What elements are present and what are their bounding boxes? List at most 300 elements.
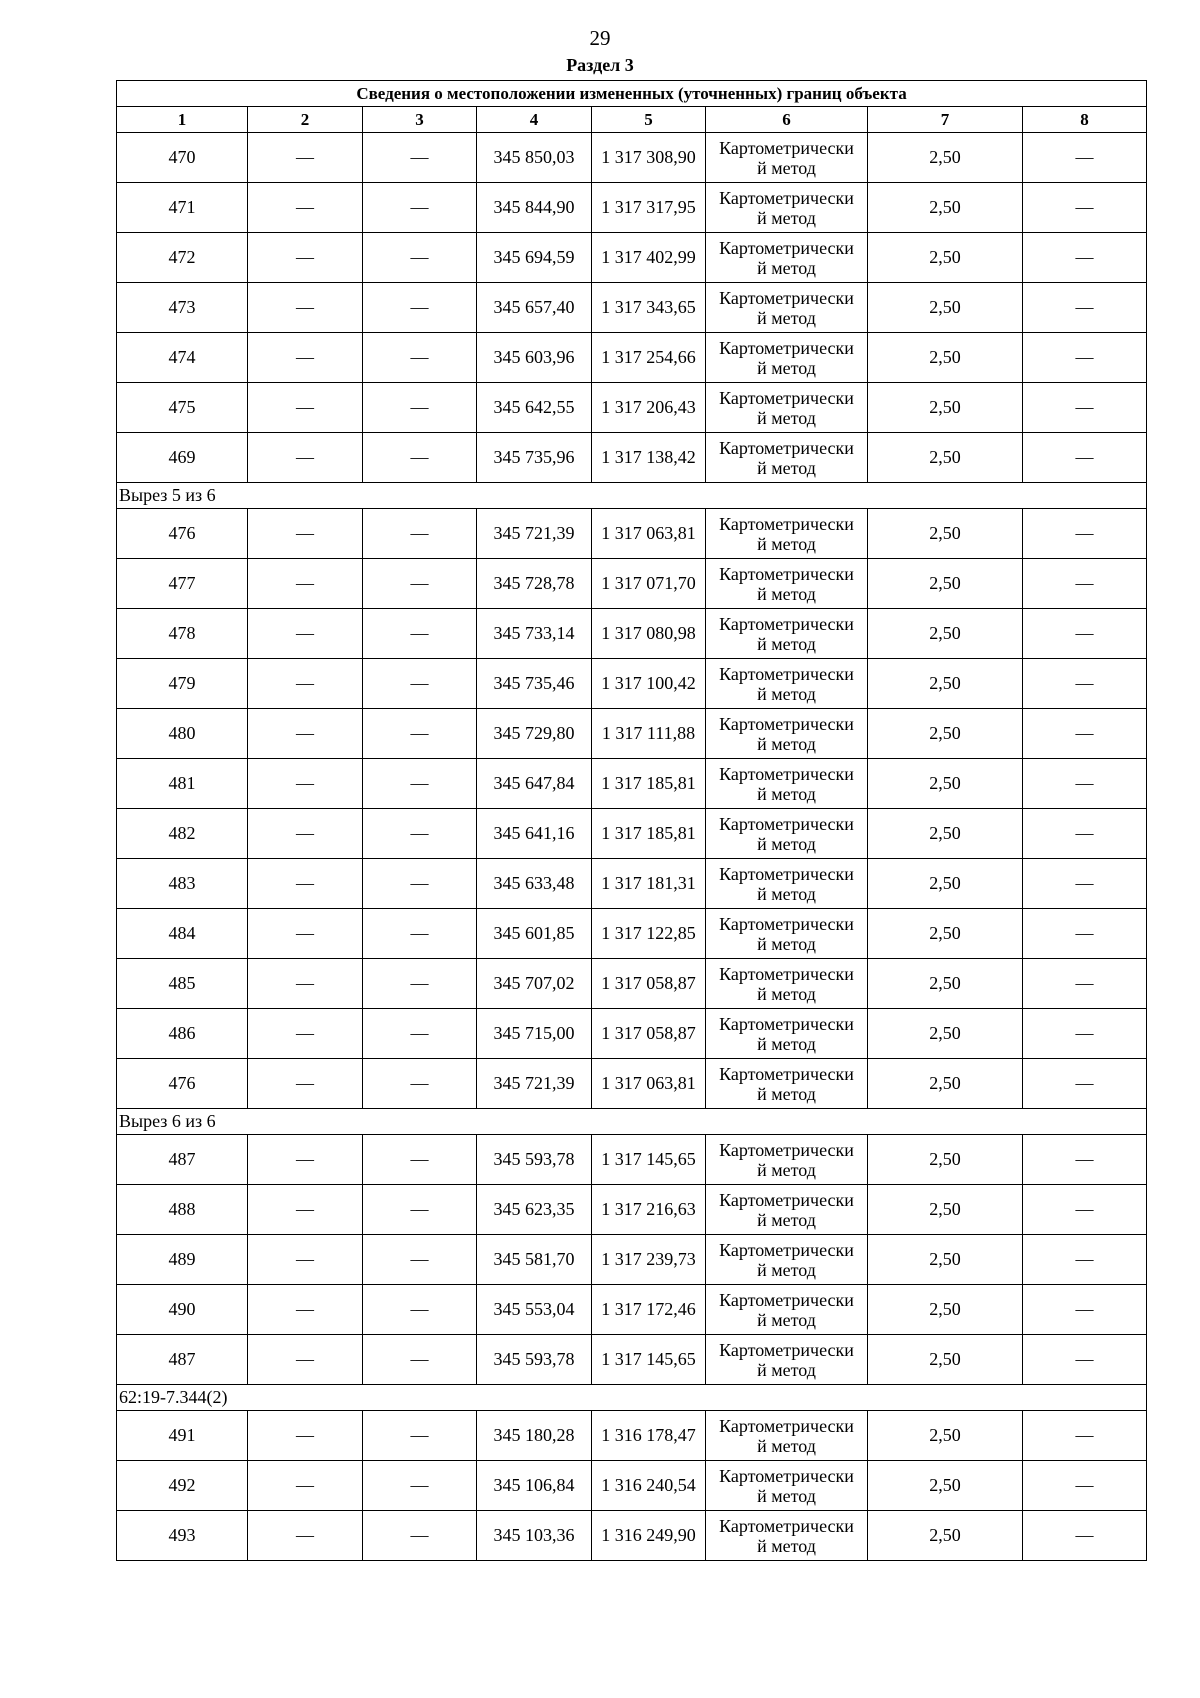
column-8-cell: — [1023, 509, 1147, 559]
method-cell [706, 383, 868, 433]
coordinate-y-cell: 1 317 100,42 [592, 659, 706, 709]
column-2-cell: — [248, 909, 363, 959]
column-3-cell: — [363, 709, 477, 759]
accuracy-cell: 2,50 [868, 383, 1023, 433]
coordinate-y-cell: 1 317 216,63 [592, 1185, 706, 1235]
column-8-cell: — [1023, 433, 1147, 483]
column-2-cell: — [248, 759, 363, 809]
method-cell [706, 283, 868, 333]
column-2-cell: — [248, 1135, 363, 1185]
group-label: Вырез 6 из 6 [117, 1109, 1147, 1135]
method-line-2: й метод [757, 733, 816, 754]
column-3-cell: — [363, 1135, 477, 1185]
method-cell [706, 233, 868, 283]
table-row [117, 1185, 1147, 1235]
point-number-cell: 471 [117, 183, 248, 233]
column-8-cell: — [1023, 1461, 1147, 1511]
table-row [117, 133, 1147, 183]
method-line-2: й метод [757, 1209, 816, 1230]
point-number-cell: 480 [117, 709, 248, 759]
accuracy-cell: 2,50 [868, 509, 1023, 559]
table-body [117, 133, 1147, 1561]
coordinate-y-cell: 1 317 122,85 [592, 909, 706, 959]
column-number: 2 [248, 107, 363, 133]
method-cell [706, 909, 868, 959]
column-number: 7 [868, 107, 1023, 133]
accuracy-cell: 2,50 [868, 1135, 1023, 1185]
coordinate-x-cell: 345 721,39 [477, 1059, 592, 1109]
table-row [117, 1461, 1147, 1511]
method-cell [706, 133, 868, 183]
column-3-cell: — [363, 759, 477, 809]
accuracy-cell: 2,50 [868, 283, 1023, 333]
coordinate-y-cell: 1 317 185,81 [592, 759, 706, 809]
coordinate-x-cell: 345 633,48 [477, 859, 592, 909]
table-row [117, 759, 1147, 809]
group-label: Вырез 5 из 6 [117, 483, 1147, 509]
coordinate-x-cell: 345 707,02 [477, 959, 592, 1009]
column-2-cell: — [248, 1411, 363, 1461]
column-3-cell: — [363, 1059, 477, 1109]
accuracy-cell: 2,50 [868, 1511, 1023, 1561]
method-cell [706, 1235, 868, 1285]
method-line-1: Картометрически [719, 387, 854, 408]
point-number-cell: 479 [117, 659, 248, 709]
method-line-2: й метод [757, 207, 816, 228]
method-cell [706, 659, 868, 709]
column-8-cell: — [1023, 1235, 1147, 1285]
column-3-cell: — [363, 333, 477, 383]
coordinate-x-cell: 345 715,00 [477, 1009, 592, 1059]
column-3-cell: — [363, 283, 477, 333]
method-cell [706, 709, 868, 759]
column-3-cell: — [363, 433, 477, 483]
method-line-1: Картометрически [719, 963, 854, 984]
point-number-cell: 483 [117, 859, 248, 909]
column-8-cell: — [1023, 1059, 1147, 1109]
column-8-cell: — [1023, 609, 1147, 659]
column-8-cell: — [1023, 233, 1147, 283]
column-2-cell: — [248, 1059, 363, 1109]
column-3-cell: — [363, 1335, 477, 1385]
coordinate-y-cell: 1 317 058,87 [592, 959, 706, 1009]
column-3-cell: — [363, 509, 477, 559]
column-8-cell: — [1023, 909, 1147, 959]
table-row [117, 433, 1147, 483]
method-line-2: й метод [757, 1535, 816, 1556]
column-8-cell: — [1023, 1009, 1147, 1059]
column-8-cell: — [1023, 133, 1147, 183]
column-2-cell: — [248, 433, 363, 483]
point-number-cell: 475 [117, 383, 248, 433]
method-line-1: Картометрически [719, 237, 854, 258]
table-row [117, 709, 1147, 759]
table-row [117, 1059, 1147, 1109]
column-3-cell: — [363, 383, 477, 433]
method-cell [706, 859, 868, 909]
accuracy-cell: 2,50 [868, 1411, 1023, 1461]
accuracy-cell: 2,50 [868, 959, 1023, 1009]
table-row [117, 509, 1147, 559]
table-row [117, 1335, 1147, 1385]
table-row [117, 283, 1147, 333]
coordinate-x-cell: 345 728,78 [477, 559, 592, 609]
accuracy-cell: 2,50 [868, 1059, 1023, 1109]
column-2-cell: — [248, 1461, 363, 1511]
group-row [117, 483, 1147, 509]
coordinate-y-cell: 1 317 239,73 [592, 1235, 706, 1285]
column-8-cell: — [1023, 759, 1147, 809]
column-2-cell: — [248, 709, 363, 759]
coordinate-y-cell: 1 317 063,81 [592, 1059, 706, 1109]
coordinate-y-cell: 1 317 181,31 [592, 859, 706, 909]
column-3-cell: — [363, 609, 477, 659]
table-row [117, 909, 1147, 959]
point-number-cell: 488 [117, 1185, 248, 1235]
method-line-1: Картометрически [719, 913, 854, 934]
accuracy-cell: 2,50 [868, 559, 1023, 609]
accuracy-cell: 2,50 [868, 1185, 1023, 1235]
column-8-cell: — [1023, 709, 1147, 759]
method-cell [706, 433, 868, 483]
coordinate-y-cell: 1 317 145,65 [592, 1335, 706, 1385]
method-line-2: й метод [757, 1309, 816, 1330]
coordinate-x-cell: 345 180,28 [477, 1411, 592, 1461]
point-number-cell: 482 [117, 809, 248, 859]
coordinate-y-cell: 1 317 058,87 [592, 1009, 706, 1059]
method-cell [706, 609, 868, 659]
point-number-cell: 470 [117, 133, 248, 183]
column-3-cell: — [363, 559, 477, 609]
method-line-2: й метод [757, 1435, 816, 1456]
column-2-cell: — [248, 659, 363, 709]
coordinate-y-cell: 1 316 178,47 [592, 1411, 706, 1461]
coordinate-x-cell: 345 581,70 [477, 1235, 592, 1285]
coordinate-y-cell: 1 317 111,88 [592, 709, 706, 759]
method-line-1: Картометрически [719, 1415, 854, 1436]
column-2-cell: — [248, 509, 363, 559]
method-line-2: й метод [757, 883, 816, 904]
column-8-cell: — [1023, 859, 1147, 909]
column-3-cell: — [363, 183, 477, 233]
point-number-cell: 469 [117, 433, 248, 483]
column-number: 6 [706, 107, 868, 133]
method-line-2: й метод [757, 1033, 816, 1054]
column-number: 4 [477, 107, 592, 133]
coordinate-y-cell: 1 317 343,65 [592, 283, 706, 333]
method-line-1: Картометрически [719, 563, 854, 584]
column-8-cell: — [1023, 1135, 1147, 1185]
column-8-cell: — [1023, 1411, 1147, 1461]
method-line-1: Картометрически [719, 613, 854, 634]
coordinate-y-cell: 1 317 206,43 [592, 383, 706, 433]
method-line-1: Картометрически [719, 1189, 854, 1210]
group-label: 62:19-7.344(2) [117, 1385, 1147, 1411]
method-line-2: й метод [757, 533, 816, 554]
column-3-cell: — [363, 859, 477, 909]
column-2-cell: — [248, 133, 363, 183]
column-8-cell: — [1023, 559, 1147, 609]
accuracy-cell: 2,50 [868, 133, 1023, 183]
method-line-1: Картометрически [719, 187, 854, 208]
column-8-cell: — [1023, 659, 1147, 709]
column-3-cell: — [363, 809, 477, 859]
accuracy-cell: 2,50 [868, 1335, 1023, 1385]
coordinate-y-cell: 1 316 249,90 [592, 1511, 706, 1561]
table-row [117, 1285, 1147, 1335]
method-line-2: й метод [757, 783, 816, 804]
coordinate-y-cell: 1 317 308,90 [592, 133, 706, 183]
table-row [117, 183, 1147, 233]
method-line-2: й метод [757, 357, 816, 378]
method-cell [706, 183, 868, 233]
column-3-cell: — [363, 909, 477, 959]
method-line-2: й метод [757, 257, 816, 278]
column-8-cell: — [1023, 383, 1147, 433]
table-row [117, 959, 1147, 1009]
column-2-cell: — [248, 859, 363, 909]
point-number-cell: 484 [117, 909, 248, 959]
method-cell [706, 809, 868, 859]
column-2-cell: — [248, 183, 363, 233]
method-line-2: й метод [757, 633, 816, 654]
point-number-cell: 487 [117, 1335, 248, 1385]
column-3-cell: — [363, 1511, 477, 1561]
coordinate-x-cell: 345 593,78 [477, 1135, 592, 1185]
method-line-1: Картометрически [719, 713, 854, 734]
column-3-cell: — [363, 233, 477, 283]
coordinate-x-cell: 345 103,36 [477, 1511, 592, 1561]
method-cell [706, 1411, 868, 1461]
method-line-1: Картометрически [719, 337, 854, 358]
method-line-1: Картометрически [719, 513, 854, 534]
method-line-1: Картометрически [719, 1465, 854, 1486]
method-line-1: Картометрически [719, 1339, 854, 1360]
section-title: Раздел 3 [566, 55, 634, 75]
table-row [117, 809, 1147, 859]
column-2-cell: — [248, 1235, 363, 1285]
point-number-cell: 493 [117, 1511, 248, 1561]
table-row [117, 1135, 1147, 1185]
method-line-1: Картометрически [719, 1515, 854, 1536]
accuracy-cell: 2,50 [868, 1461, 1023, 1511]
method-line-1: Картометрически [719, 1063, 854, 1084]
coordinate-y-cell: 1 317 063,81 [592, 509, 706, 559]
column-3-cell: — [363, 1185, 477, 1235]
coordinate-y-cell: 1 317 138,42 [592, 433, 706, 483]
method-cell [706, 1285, 868, 1335]
coordinate-x-cell: 345 623,35 [477, 1185, 592, 1235]
coordinate-x-cell: 345 735,96 [477, 433, 592, 483]
method-line-2: й метод [757, 407, 816, 428]
method-cell [706, 559, 868, 609]
column-2-cell: — [248, 1285, 363, 1335]
column-2-cell: — [248, 233, 363, 283]
method-line-1: Картометрически [719, 663, 854, 684]
coordinate-y-cell: 1 317 071,70 [592, 559, 706, 609]
table-row [117, 1009, 1147, 1059]
column-number: 8 [1023, 107, 1147, 133]
column-2-cell: — [248, 809, 363, 859]
point-number-cell: 476 [117, 1059, 248, 1109]
accuracy-cell: 2,50 [868, 709, 1023, 759]
point-number-cell: 490 [117, 1285, 248, 1335]
method-line-2: й метод [757, 307, 816, 328]
method-line-2: й метод [757, 1159, 816, 1180]
method-line-2: й метод [757, 457, 816, 478]
column-number: 1 [117, 107, 248, 133]
boundary-coordinates-table [116, 80, 1147, 1561]
method-line-2: й метод [757, 933, 816, 954]
coordinate-x-cell: 345 729,80 [477, 709, 592, 759]
column-2-cell: — [248, 1335, 363, 1385]
coordinate-y-cell: 1 317 080,98 [592, 609, 706, 659]
column-8-cell: — [1023, 183, 1147, 233]
method-line-2: й метод [757, 1259, 816, 1280]
method-line-2: й метод [757, 1083, 816, 1104]
method-line-1: Картометрически [719, 813, 854, 834]
table-row [117, 1235, 1147, 1285]
method-line-1: Картометрически [719, 137, 854, 158]
point-number-cell: 492 [117, 1461, 248, 1511]
accuracy-cell: 2,50 [868, 909, 1023, 959]
column-2-cell: — [248, 383, 363, 433]
method-line-1: Картометрически [719, 1289, 854, 1310]
column-2-cell: — [248, 333, 363, 383]
column-8-cell: — [1023, 1511, 1147, 1561]
point-number-cell: 476 [117, 509, 248, 559]
method-cell [706, 1185, 868, 1235]
coordinate-x-cell: 345 593,78 [477, 1335, 592, 1385]
table-row [117, 609, 1147, 659]
coordinate-x-cell: 345 657,40 [477, 283, 592, 333]
coordinate-x-cell: 345 553,04 [477, 1285, 592, 1335]
point-number-cell: 486 [117, 1009, 248, 1059]
column-2-cell: — [248, 283, 363, 333]
coordinate-x-cell: 345 850,03 [477, 133, 592, 183]
method-cell [706, 1335, 868, 1385]
method-line-2: й метод [757, 157, 816, 178]
accuracy-cell: 2,50 [868, 1285, 1023, 1335]
point-number-cell: 474 [117, 333, 248, 383]
method-line-2: й метод [757, 583, 816, 604]
coordinate-x-cell: 345 694,59 [477, 233, 592, 283]
column-3-cell: — [363, 133, 477, 183]
accuracy-cell: 2,50 [868, 1235, 1023, 1285]
point-number-cell: 477 [117, 559, 248, 609]
column-2-cell: — [248, 559, 363, 609]
point-number-cell: 472 [117, 233, 248, 283]
column-number: 5 [592, 107, 706, 133]
method-cell [706, 333, 868, 383]
coordinate-x-cell: 345 733,14 [477, 609, 592, 659]
accuracy-cell: 2,50 [868, 333, 1023, 383]
coordinate-y-cell: 1 317 145,65 [592, 1135, 706, 1185]
method-line-1: Картометрически [719, 287, 854, 308]
method-line-1: Картометрически [719, 1139, 854, 1160]
method-cell [706, 509, 868, 559]
method-line-2: й метод [757, 833, 816, 854]
column-8-cell: — [1023, 1335, 1147, 1385]
column-3-cell: — [363, 1009, 477, 1059]
column-3-cell: — [363, 659, 477, 709]
coordinate-y-cell: 1 317 317,95 [592, 183, 706, 233]
coordinate-x-cell: 345 601,85 [477, 909, 592, 959]
table-row [117, 383, 1147, 433]
method-line-2: й метод [757, 983, 816, 1004]
method-cell [706, 1009, 868, 1059]
method-cell [706, 759, 868, 809]
accuracy-cell: 2,50 [868, 809, 1023, 859]
coordinate-y-cell: 1 317 402,99 [592, 233, 706, 283]
accuracy-cell: 2,50 [868, 1009, 1023, 1059]
method-cell [706, 959, 868, 1009]
column-2-cell: — [248, 959, 363, 1009]
table-row [117, 1511, 1147, 1561]
point-number-cell: 487 [117, 1135, 248, 1185]
coordinate-x-cell: 345 721,39 [477, 509, 592, 559]
accuracy-cell: 2,50 [868, 183, 1023, 233]
method-cell [706, 1511, 868, 1561]
column-2-cell: — [248, 609, 363, 659]
method-cell [706, 1461, 868, 1511]
point-number-cell: 481 [117, 759, 248, 809]
coordinate-y-cell: 1 317 172,46 [592, 1285, 706, 1335]
coordinate-x-cell: 345 603,96 [477, 333, 592, 383]
coordinate-y-cell: 1 316 240,54 [592, 1461, 706, 1511]
method-line-1: Картометрически [719, 1013, 854, 1034]
group-row [117, 1109, 1147, 1135]
column-2-cell: — [248, 1185, 363, 1235]
accuracy-cell: 2,50 [868, 659, 1023, 709]
coordinate-y-cell: 1 317 185,81 [592, 809, 706, 859]
coordinate-x-cell: 345 735,46 [477, 659, 592, 709]
coordinate-x-cell: 345 647,84 [477, 759, 592, 809]
column-2-cell: — [248, 1009, 363, 1059]
table-row [117, 859, 1147, 909]
accuracy-cell: 2,50 [868, 859, 1023, 909]
method-cell [706, 1135, 868, 1185]
column-number-row [117, 107, 1147, 133]
column-3-cell: — [363, 1411, 477, 1461]
table-caption: Сведения о местоположении измененных (уточненных) границ объекта [117, 81, 1147, 107]
accuracy-cell: 2,50 [868, 233, 1023, 283]
column-8-cell: — [1023, 283, 1147, 333]
point-number-cell: 491 [117, 1411, 248, 1461]
accuracy-cell: 2,50 [868, 759, 1023, 809]
group-row [117, 1385, 1147, 1411]
table-row [117, 1411, 1147, 1461]
column-number: 3 [363, 107, 477, 133]
coordinate-x-cell: 345 641,16 [477, 809, 592, 859]
coordinate-y-cell: 1 317 254,66 [592, 333, 706, 383]
column-3-cell: — [363, 959, 477, 1009]
point-number-cell: 485 [117, 959, 248, 1009]
method-line-1: Картометрически [719, 763, 854, 784]
column-8-cell: — [1023, 1185, 1147, 1235]
column-8-cell: — [1023, 809, 1147, 859]
page-number: 29 [589, 26, 611, 50]
method-line-2: й метод [757, 1359, 816, 1380]
point-number-cell: 489 [117, 1235, 248, 1285]
table-row [117, 559, 1147, 609]
method-line-2: й метод [757, 1485, 816, 1506]
accuracy-cell: 2,50 [868, 609, 1023, 659]
table-row [117, 333, 1147, 383]
method-cell [706, 1059, 868, 1109]
method-line-1: Картометрически [719, 1239, 854, 1260]
method-line-1: Картометрически [719, 863, 854, 884]
